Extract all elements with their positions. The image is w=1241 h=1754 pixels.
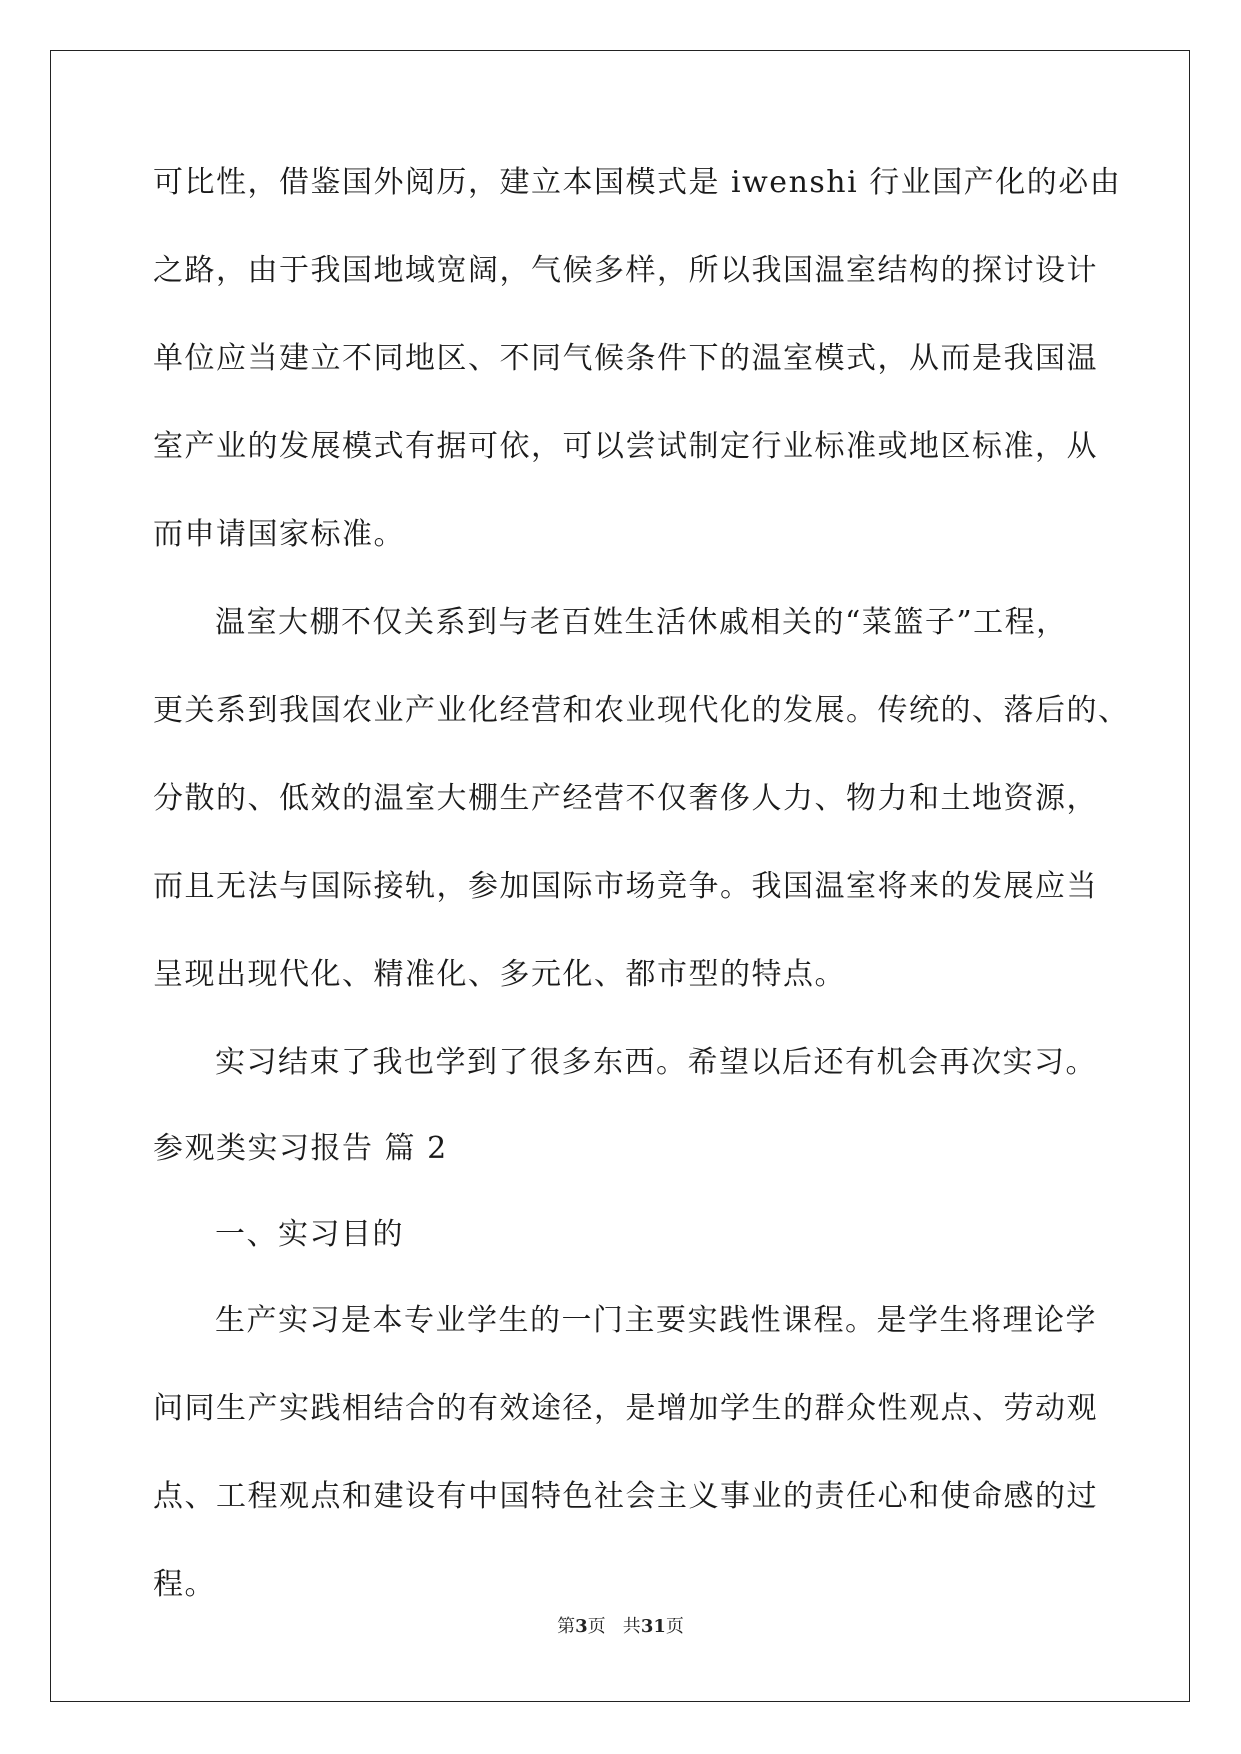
paragraph-line: 问同生产实践相结合的有效途径，是增加学生的群众性观点、劳动观 [153,1391,1098,1426]
total-page-count: 31 [640,1616,666,1637]
paragraph-line: 可比性，借鉴国外阅历，建立本国模式是 iwenshi 行业国产化的必由 [153,165,1122,200]
footer-suffix: 页 [665,1616,684,1637]
paragraph-line: 而申请国家标准。 [153,517,405,552]
section-heading: 参观类实习报告 篇 2 [153,1131,448,1166]
paragraph-line: 分散的、低效的温室大棚生产经营不仅奢侈人力、物力和土地资源， [153,781,1098,816]
paragraph-line: 室产业的发展模式有据可依，可以尝试制定行业标准或地区标准，从 [153,429,1098,464]
footer-prefix: 第 [557,1616,576,1637]
footer-mid: 页 共 [587,1616,641,1637]
paragraph-line: 实习结束了我也学到了很多东西。希望以后还有机会再次实习。 [215,1045,1097,1080]
paragraph-line: 更关系到我国农业产业化经营和农业现代化的发展。传统的、落后的、 [153,693,1130,728]
paragraph-line: 呈现出现代化、精准化、多元化、都市型的特点。 [153,957,846,992]
paragraph-line: 程。 [153,1567,216,1602]
paragraph-line: 之路，由于我国地域宽阔，气候多样，所以我国温室结构的探讨设计 [153,253,1098,288]
current-page-number: 3 [575,1616,588,1637]
document-body [153,165,1130,1655]
page-footer [0,1612,1241,1638]
paragraph-line: 单位应当建立不同地区、不同气候条件下的温室模式，从而是我国温 [153,341,1098,376]
paragraph-line: 生产实习是本专业学生的一门主要实践性课程。是学生将理论学 [215,1303,1097,1338]
section-title: 一、实习目的 [215,1217,404,1252]
paragraph-line: 点、工程观点和建设有中国特色社会主义事业的责任心和使命感的过 [153,1479,1098,1514]
paragraph-line: 而且无法与国际接轨，参加国际市场竞争。我国温室将来的发展应当 [153,869,1098,904]
paragraph-line: 温室大棚不仅关系到与老百姓生活休戚相关的“菜篮子”工程， [215,605,1068,640]
